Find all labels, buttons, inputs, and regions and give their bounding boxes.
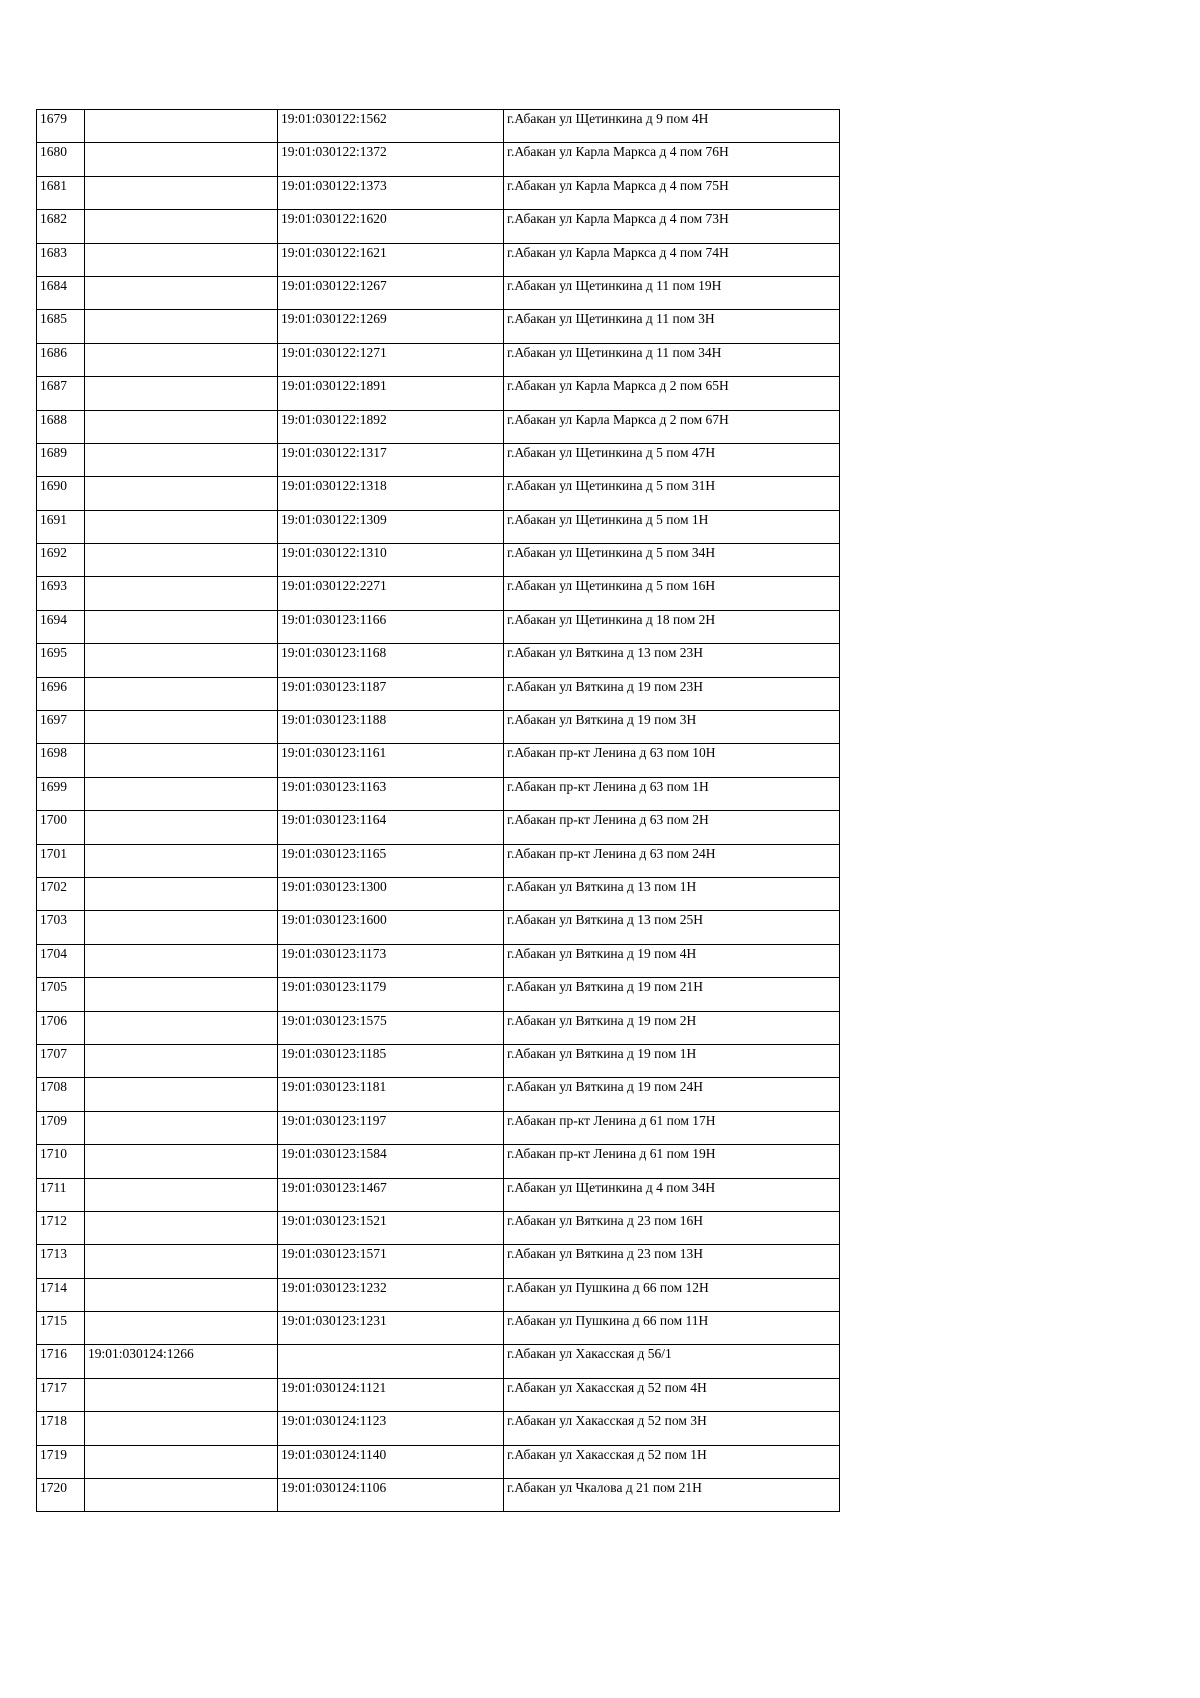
row-number-cell: 1687	[37, 377, 85, 410]
address-cell: г.Абакан ул Пушкина д 66 пом 12Н	[504, 1278, 840, 1311]
row-number-cell: 1703	[37, 911, 85, 944]
cadastral-quarter-cell	[85, 744, 278, 777]
cadastral-quarter-cell	[85, 110, 278, 143]
row-number-cell: 1707	[37, 1044, 85, 1077]
cadastral-quarter-cell	[85, 777, 278, 810]
cadastral-number-cell: 19:01:030123:1185	[278, 1044, 504, 1077]
table-row	[37, 377, 840, 410]
row-number-cell: 1714	[37, 1278, 85, 1311]
row-number-cell: 1705	[37, 978, 85, 1011]
table-row	[37, 510, 840, 543]
cadastral-quarter-cell	[85, 276, 278, 309]
cadastral-number-cell: 19:01:030123:1179	[278, 978, 504, 1011]
address-cell: г.Абакан ул Вяткина д 19 пом 24Н	[504, 1078, 840, 1111]
row-number-cell: 1713	[37, 1245, 85, 1278]
cadastral-number-cell: 19:01:030123:1161	[278, 744, 504, 777]
address-cell: г.Абакан ул Щетинкина д 18 пом 2Н	[504, 610, 840, 643]
row-number-cell: 1685	[37, 310, 85, 343]
table-row	[37, 1011, 840, 1044]
row-number-cell: 1717	[37, 1378, 85, 1411]
table-row	[37, 110, 840, 143]
address-cell: г.Абакан ул Щетинкина д 4 пом 34Н	[504, 1178, 840, 1211]
cadastral-number-cell: 19:01:030123:1571	[278, 1245, 504, 1278]
table-row	[37, 1412, 840, 1445]
cadastral-number-cell: 19:01:030124:1121	[278, 1378, 504, 1411]
address-cell: г.Абакан ул Щетинкина д 5 пом 1Н	[504, 510, 840, 543]
cadastral-number-cell: 19:01:030123:1188	[278, 711, 504, 744]
row-number-cell: 1690	[37, 477, 85, 510]
cadastral-quarter-cell	[85, 1044, 278, 1077]
row-number-cell: 1715	[37, 1312, 85, 1345]
registry-table-body	[37, 110, 840, 1512]
row-number-cell: 1692	[37, 544, 85, 577]
row-number-cell: 1720	[37, 1479, 85, 1512]
address-cell: г.Абакан пр-кт Ленина д 61 пом 19Н	[504, 1145, 840, 1178]
cadastral-quarter-cell	[85, 544, 278, 577]
cadastral-quarter-cell	[85, 176, 278, 209]
row-number-cell: 1710	[37, 1145, 85, 1178]
row-number-cell: 1706	[37, 1011, 85, 1044]
address-cell: г.Абакан пр-кт Ленина д 63 пом 1Н	[504, 777, 840, 810]
cadastral-quarter-cell	[85, 410, 278, 443]
address-cell: г.Абакан ул Щетинкина д 5 пом 34Н	[504, 544, 840, 577]
cadastral-number-cell: 19:01:030122:1318	[278, 477, 504, 510]
row-number-cell: 1719	[37, 1445, 85, 1478]
address-cell: г.Абакан ул Щетинкина д 5 пом 16Н	[504, 577, 840, 610]
row-number-cell: 1697	[37, 711, 85, 744]
table-row	[37, 310, 840, 343]
cadastral-number-cell: 19:01:030123:1584	[278, 1145, 504, 1178]
cadastral-number-cell: 19:01:030122:1317	[278, 443, 504, 476]
row-number-cell: 1712	[37, 1211, 85, 1244]
table-row	[37, 243, 840, 276]
cadastral-quarter-cell	[85, 310, 278, 343]
table-row	[37, 677, 840, 710]
table-row	[37, 1278, 840, 1311]
address-cell: г.Абакан ул Вяткина д 19 пом 3Н	[504, 711, 840, 744]
cadastral-number-cell: 19:01:030122:1620	[278, 210, 504, 243]
cadastral-quarter-cell	[85, 210, 278, 243]
row-number-cell: 1699	[37, 777, 85, 810]
cadastral-quarter-cell	[85, 811, 278, 844]
cadastral-quarter-cell	[85, 1312, 278, 1345]
cadastral-number-cell: 19:01:030123:1173	[278, 944, 504, 977]
row-number-cell: 1701	[37, 844, 85, 877]
row-number-cell: 1702	[37, 877, 85, 910]
cadastral-quarter-cell	[85, 610, 278, 643]
row-number-cell: 1694	[37, 610, 85, 643]
table-row	[37, 1312, 840, 1345]
cadastral-quarter-cell	[85, 1145, 278, 1178]
table-row	[37, 176, 840, 209]
address-cell: г.Абакан ул Карла Маркса д 2 пом 65Н	[504, 377, 840, 410]
cadastral-quarter-cell	[85, 143, 278, 176]
cadastral-number-cell: 19:01:030124:1106	[278, 1479, 504, 1512]
cadastral-quarter-cell	[85, 1111, 278, 1144]
address-cell: г.Абакан ул Вяткина д 13 пом 25Н	[504, 911, 840, 944]
row-number-cell: 1686	[37, 343, 85, 376]
table-row	[37, 711, 840, 744]
cadastral-quarter-cell	[85, 577, 278, 610]
cadastral-quarter-cell	[85, 1011, 278, 1044]
cadastral-number-cell: 19:01:030122:2271	[278, 577, 504, 610]
cadastral-number-cell: 19:01:030123:1467	[278, 1178, 504, 1211]
row-number-cell: 1682	[37, 210, 85, 243]
address-cell: г.Абакан ул Карла Маркса д 2 пом 67Н	[504, 410, 840, 443]
row-number-cell: 1708	[37, 1078, 85, 1111]
table-row	[37, 844, 840, 877]
cadastral-quarter-cell	[85, 443, 278, 476]
cadastral-number-cell: 19:01:030122:1621	[278, 243, 504, 276]
cadastral-number-cell: 19:01:030122:1892	[278, 410, 504, 443]
address-cell: г.Абакан ул Вяткина д 19 пом 4Н	[504, 944, 840, 977]
cadastral-number-cell: 19:01:030123:1163	[278, 777, 504, 810]
table-row	[37, 1044, 840, 1077]
table-row	[37, 610, 840, 643]
cadastral-quarter-cell	[85, 1245, 278, 1278]
table-row	[37, 210, 840, 243]
address-cell: г.Абакан ул Чкалова д 21 пом 21Н	[504, 1479, 840, 1512]
cadastral-number-cell: 19:01:030122:1373	[278, 176, 504, 209]
table-row	[37, 1378, 840, 1411]
table-row	[37, 577, 840, 610]
cadastral-number-cell: 19:01:030123:1300	[278, 877, 504, 910]
table-row	[37, 276, 840, 309]
cadastral-number-cell	[278, 1345, 504, 1378]
row-number-cell: 1709	[37, 1111, 85, 1144]
address-cell: г.Абакан ул Вяткина д 19 пом 21Н	[504, 978, 840, 1011]
table-row	[37, 1445, 840, 1478]
cadastral-quarter-cell	[85, 1078, 278, 1111]
cadastral-quarter-cell	[85, 1412, 278, 1445]
table-row	[37, 644, 840, 677]
cadastral-quarter-cell	[85, 1479, 278, 1512]
address-cell: г.Абакан пр-кт Ленина д 61 пом 17Н	[504, 1111, 840, 1144]
cadastral-quarter-cell	[85, 677, 278, 710]
address-cell: г.Абакан ул Щетинкина д 5 пом 47Н	[504, 443, 840, 476]
cadastral-number-cell: 19:01:030123:1164	[278, 811, 504, 844]
cadastral-quarter-cell	[85, 877, 278, 910]
address-cell: г.Абакан ул Щетинкина д 5 пом 31Н	[504, 477, 840, 510]
address-cell: г.Абакан пр-кт Ленина д 63 пом 2Н	[504, 811, 840, 844]
table-row	[37, 1111, 840, 1144]
cadastral-number-cell: 19:01:030124:1123	[278, 1412, 504, 1445]
row-number-cell: 1716	[37, 1345, 85, 1378]
cadastral-number-cell: 19:01:030122:1891	[278, 377, 504, 410]
cadastral-number-cell: 19:01:030122:1562	[278, 110, 504, 143]
table-row	[37, 978, 840, 1011]
row-number-cell: 1691	[37, 510, 85, 543]
address-cell: г.Абакан ул Вяткина д 19 пом 1Н	[504, 1044, 840, 1077]
cadastral-number-cell: 19:01:030122:1309	[278, 510, 504, 543]
table-row	[37, 1078, 840, 1111]
table-row	[37, 944, 840, 977]
table-row	[37, 443, 840, 476]
row-number-cell: 1680	[37, 143, 85, 176]
cadastral-number-cell: 19:01:030123:1600	[278, 911, 504, 944]
cadastral-number-cell: 19:01:030123:1575	[278, 1011, 504, 1044]
table-row	[37, 1178, 840, 1211]
cadastral-number-cell: 19:01:030123:1168	[278, 644, 504, 677]
row-number-cell: 1695	[37, 644, 85, 677]
cadastral-number-cell: 19:01:030123:1166	[278, 610, 504, 643]
cadastral-number-cell: 19:01:030122:1269	[278, 310, 504, 343]
address-cell: г.Абакан ул Хакасская д 52 пом 4Н	[504, 1378, 840, 1411]
address-cell: г.Абакан ул Карла Маркса д 4 пом 76Н	[504, 143, 840, 176]
address-cell: г.Абакан ул Хакасская д 56/1	[504, 1345, 840, 1378]
cadastral-number-cell: 19:01:030123:1181	[278, 1078, 504, 1111]
cadastral-quarter-cell	[85, 243, 278, 276]
row-number-cell: 1698	[37, 744, 85, 777]
table-row	[37, 1345, 840, 1378]
address-cell: г.Абакан ул Хакасская д 52 пом 3Н	[504, 1412, 840, 1445]
address-cell: г.Абакан пр-кт Ленина д 63 пом 24Н	[504, 844, 840, 877]
address-cell: г.Абакан ул Щетинкина д 11 пом 19Н	[504, 276, 840, 309]
cadastral-number-cell: 19:01:030122:1310	[278, 544, 504, 577]
cadastral-number-cell: 19:01:030123:1521	[278, 1211, 504, 1244]
row-number-cell: 1684	[37, 276, 85, 309]
row-number-cell: 1696	[37, 677, 85, 710]
cadastral-quarter-cell	[85, 1378, 278, 1411]
table-row	[37, 1145, 840, 1178]
cadastral-number-cell: 19:01:030123:1232	[278, 1278, 504, 1311]
address-cell: г.Абакан ул Вяткина д 13 пом 23Н	[504, 644, 840, 677]
table-row	[37, 410, 840, 443]
cadastral-quarter-cell	[85, 510, 278, 543]
cadastral-number-cell: 19:01:030122:1372	[278, 143, 504, 176]
cadastral-number-cell: 19:01:030122:1271	[278, 343, 504, 376]
row-number-cell: 1689	[37, 443, 85, 476]
table-row	[37, 877, 840, 910]
address-cell: г.Абакан ул Щетинкина д 11 пом 3Н	[504, 310, 840, 343]
cadastral-number-cell: 19:01:030123:1165	[278, 844, 504, 877]
cadastral-quarter-cell	[85, 343, 278, 376]
table-row	[37, 343, 840, 376]
table-row	[37, 911, 840, 944]
cadastral-quarter-cell	[85, 644, 278, 677]
cadastral-number-cell: 19:01:030123:1231	[278, 1312, 504, 1345]
table-row	[37, 544, 840, 577]
cadastral-number-cell: 19:01:030124:1140	[278, 1445, 504, 1478]
table-row	[37, 1211, 840, 1244]
table-row	[37, 1245, 840, 1278]
cadastral-quarter-cell	[85, 477, 278, 510]
row-number-cell: 1688	[37, 410, 85, 443]
table-row	[37, 143, 840, 176]
table-row	[37, 811, 840, 844]
table-row	[37, 477, 840, 510]
address-cell: г.Абакан ул Вяткина д 19 пом 23Н	[504, 677, 840, 710]
cadastral-quarter-cell	[85, 844, 278, 877]
cadastral-quarter-cell	[85, 711, 278, 744]
cadastral-quarter-cell	[85, 1278, 278, 1311]
row-number-cell: 1711	[37, 1178, 85, 1211]
address-cell: г.Абакан ул Вяткина д 13 пом 1Н	[504, 877, 840, 910]
cadastral-number-cell: 19:01:030122:1267	[278, 276, 504, 309]
address-cell: г.Абакан ул Карла Маркса д 4 пом 74Н	[504, 243, 840, 276]
address-cell: г.Абакан ул Щетинкина д 11 пом 34Н	[504, 343, 840, 376]
cadastral-number-cell: 19:01:030123:1197	[278, 1111, 504, 1144]
table-row	[37, 744, 840, 777]
row-number-cell: 1683	[37, 243, 85, 276]
row-number-cell: 1693	[37, 577, 85, 610]
address-cell: г.Абакан ул Пушкина д 66 пом 11Н	[504, 1312, 840, 1345]
row-number-cell: 1681	[37, 176, 85, 209]
cadastral-quarter-cell	[85, 944, 278, 977]
cadastral-quarter-cell	[85, 377, 278, 410]
cadastral-quarter-cell	[85, 1178, 278, 1211]
row-number-cell: 1718	[37, 1412, 85, 1445]
row-number-cell: 1700	[37, 811, 85, 844]
address-cell: г.Абакан пр-кт Ленина д 63 пом 10Н	[504, 744, 840, 777]
address-cell: г.Абакан ул Вяткина д 23 пом 16Н	[504, 1211, 840, 1244]
address-cell: г.Абакан ул Вяткина д 19 пом 2Н	[504, 1011, 840, 1044]
registry-table	[36, 109, 840, 1512]
address-cell: г.Абакан ул Карла Маркса д 4 пом 75Н	[504, 176, 840, 209]
table-row	[37, 777, 840, 810]
cadastral-quarter-cell: 19:01:030124:1266	[85, 1345, 278, 1378]
row-number-cell: 1679	[37, 110, 85, 143]
address-cell: г.Абакан ул Хакасская д 52 пом 1Н	[504, 1445, 840, 1478]
cadastral-quarter-cell	[85, 978, 278, 1011]
cadastral-quarter-cell	[85, 911, 278, 944]
cadastral-number-cell: 19:01:030123:1187	[278, 677, 504, 710]
table-row	[37, 1479, 840, 1512]
row-number-cell: 1704	[37, 944, 85, 977]
address-cell: г.Абакан ул Вяткина д 23 пом 13Н	[504, 1245, 840, 1278]
address-cell: г.Абакан ул Карла Маркса д 4 пом 73Н	[504, 210, 840, 243]
cadastral-quarter-cell	[85, 1211, 278, 1244]
cadastral-quarter-cell	[85, 1445, 278, 1478]
address-cell: г.Абакан ул Щетинкина д 9 пом 4Н	[504, 110, 840, 143]
